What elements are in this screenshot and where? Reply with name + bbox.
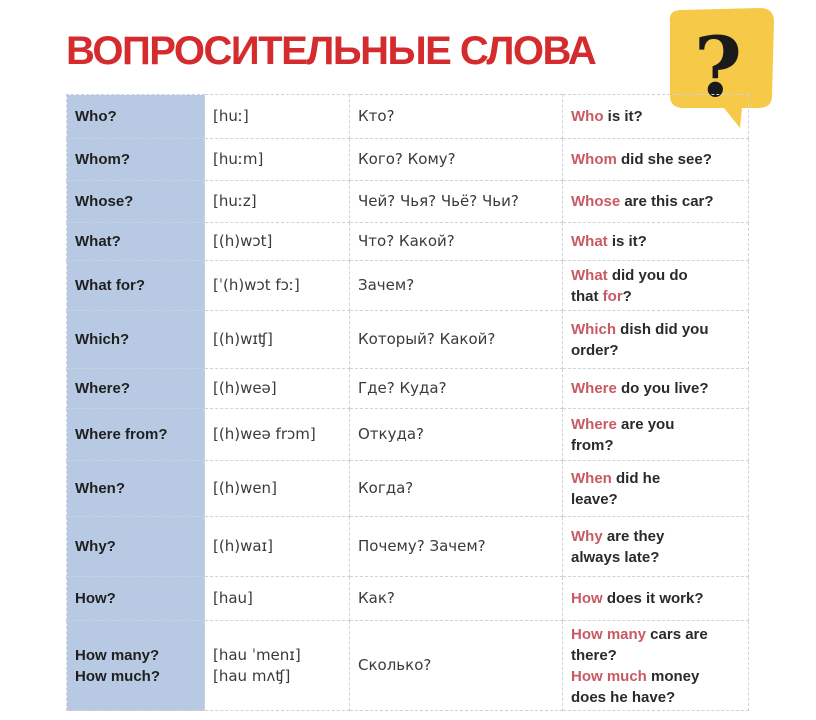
example-line (571, 588, 740, 609)
question-word: Why? (67, 517, 205, 577)
highlighted-word: Why (571, 527, 603, 545)
russian-translation: Когда? (350, 461, 563, 517)
example-sentence (563, 95, 749, 139)
example-sentence (563, 139, 749, 181)
highlighted-word: How many (571, 625, 647, 643)
example-line (571, 319, 740, 340)
example-line (571, 414, 740, 435)
example-line (571, 547, 740, 568)
highlighted-word: What (571, 266, 608, 284)
example-text: are they (602, 527, 665, 545)
example-sentence (563, 369, 749, 409)
example-sentence (563, 223, 749, 261)
transcription: [(h)weə] (205, 369, 350, 409)
question-word: When? (67, 461, 205, 517)
example-line (571, 286, 740, 307)
question-word: Who? (67, 95, 205, 139)
highlighted-word: Who (571, 108, 604, 125)
example-text: from? (571, 436, 614, 454)
question-word: How many? How much? (67, 621, 205, 711)
transcription: [huːz] (205, 181, 350, 223)
highlighted-word: Whose (571, 193, 621, 210)
example-line (571, 666, 740, 687)
table-row (67, 461, 749, 517)
example-text: cars are (646, 625, 708, 643)
question-word: How? (67, 577, 205, 621)
page-title: ВОПРОСИТЕЛЬНЫЕ СЛОВА (66, 29, 596, 73)
transcription: [(h)waɪ] (205, 517, 350, 577)
highlighted-word: When (571, 469, 612, 487)
example-text: is it? (603, 108, 643, 125)
transcription: [hau] (205, 577, 350, 621)
example-text: order? (571, 341, 619, 359)
russian-translation: Зачем? (350, 261, 563, 311)
russian-translation: Который? Какой? (350, 311, 563, 369)
table-row (67, 139, 749, 181)
example-sentence (563, 461, 749, 517)
russian-translation: Сколько? (350, 621, 563, 711)
table-row (67, 223, 749, 261)
transcription: [huː] (205, 95, 350, 139)
example-line (571, 378, 740, 399)
example-line (571, 265, 740, 286)
example-sentence (563, 409, 749, 461)
highlighted-word: Where (571, 380, 617, 397)
transcription: [(h)wɔt] (205, 223, 350, 261)
example-line (571, 624, 740, 645)
example-text: do you live? (616, 380, 709, 397)
transcription: [hau ˈmenɪ] [hau mʌʧ] (205, 621, 350, 711)
example-sentence (563, 577, 749, 621)
table-row (67, 311, 749, 369)
question-word: Whom? (67, 139, 205, 181)
example-text: is it? (607, 233, 647, 250)
example-line (571, 489, 740, 510)
highlighted-word: Which (571, 320, 616, 338)
example-text: does it work? (602, 590, 704, 607)
transcription: [ˈ(h)wɔt fɔː] (205, 261, 350, 311)
example-text: are you (616, 415, 675, 433)
example-line (571, 106, 740, 127)
highlighted-word: for (602, 287, 623, 305)
example-line (571, 645, 740, 666)
table-row (67, 95, 749, 139)
example-line (571, 340, 740, 361)
example-text: there? (571, 646, 617, 664)
question-word: What for? (67, 261, 205, 311)
question-word: Where? (67, 369, 205, 409)
table-row (67, 621, 749, 711)
question-word: Whose? (67, 181, 205, 223)
russian-translation: Как? (350, 577, 563, 621)
example-text: dish did you (616, 320, 709, 338)
highlighted-word: Whom (571, 151, 617, 168)
example-text: that (571, 287, 603, 305)
example-line (571, 526, 740, 547)
russian-translation: Где? Куда? (350, 369, 563, 409)
highlighted-word: Where (571, 415, 617, 433)
table-row (67, 369, 749, 409)
transcription: [(h)weə frɔm] (205, 409, 350, 461)
example-sentence (563, 517, 749, 577)
example-text: money (646, 667, 700, 685)
example-sentence (563, 181, 749, 223)
example-line (571, 149, 740, 170)
transcription: [(h)wɪʧ] (205, 311, 350, 369)
highlighted-word: How much (571, 667, 647, 685)
example-line (571, 231, 740, 252)
table-row (67, 517, 749, 577)
question-word: What? (67, 223, 205, 261)
example-text: leave? (571, 490, 618, 508)
example-text: are this car? (620, 193, 714, 210)
example-text: did she see? (616, 151, 712, 168)
russian-translation: Кто? (350, 95, 563, 139)
example-line (571, 687, 740, 708)
example-text: always late? (571, 548, 660, 566)
highlighted-word: What (571, 233, 608, 250)
russian-translation: Что? Какой? (350, 223, 563, 261)
table-row (67, 577, 749, 621)
example-line (571, 435, 740, 456)
question-words-table (66, 94, 749, 711)
transcription: [huːm] (205, 139, 350, 181)
table-row (67, 261, 749, 311)
highlighted-word: How (571, 590, 603, 607)
question-word: Where from? (67, 409, 205, 461)
example-sentence (563, 311, 749, 369)
example-text: does he have? (571, 688, 676, 706)
question-mark: ? (693, 20, 743, 116)
russian-translation: Откуда? (350, 409, 563, 461)
table-row (67, 409, 749, 461)
russian-translation: Почему? Зачем? (350, 517, 563, 577)
example-text: did he (611, 469, 661, 487)
table-row (67, 181, 749, 223)
example-sentence (563, 261, 749, 311)
transcription: [(h)wen] (205, 461, 350, 517)
example-line (571, 468, 740, 489)
example-text: did you do (607, 266, 688, 284)
example-text: ? (622, 287, 632, 305)
question-word: Which? (67, 311, 205, 369)
example-sentence (563, 621, 749, 711)
russian-translation: Кого? Кому? (350, 139, 563, 181)
example-line (571, 191, 740, 212)
russian-translation: Чей? Чья? Чьё? Чьи? (350, 181, 563, 223)
